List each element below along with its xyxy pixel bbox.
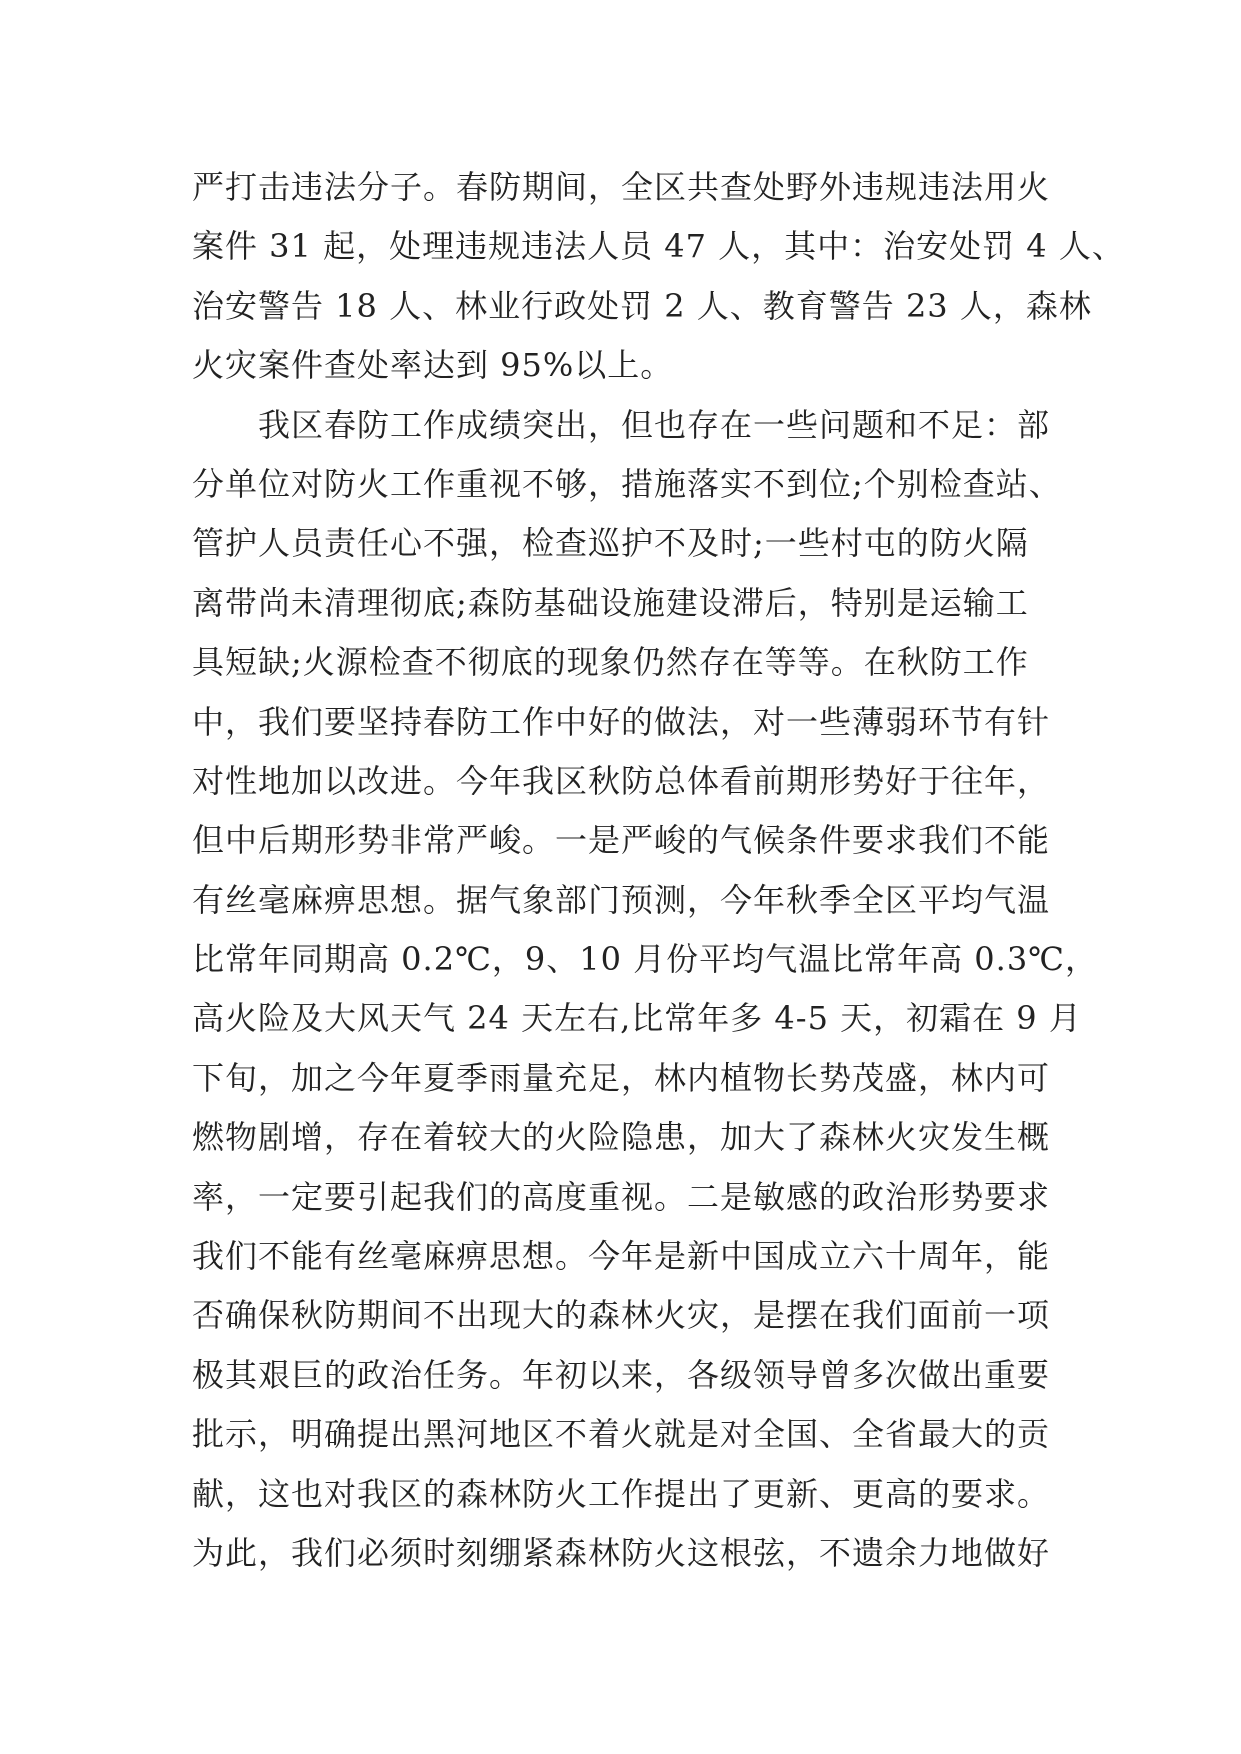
text-line: 比常年同期高 0.2℃，9、10 月份平均气温比常年高 0.3℃，	[192, 940, 1098, 979]
text-line: 我区春防工作成绩突出，但也存在一些问题和不足：部	[258, 405, 1051, 444]
text-line: 率，一定要引起我们的高度重视。二是敏感的政治形势要求	[192, 1177, 1051, 1216]
text-line: 严打击违法分子。春防期间，全区共查处野外违规违法用火	[192, 168, 1051, 206]
text-line: 有丝毫麻痹思想。据气象部门预测，今年秋季全区平均气温	[192, 880, 1051, 919]
paragraph	[192, 396, 1098, 1584]
text-line: 火灾案件查处率达到 95%以上。	[192, 346, 674, 385]
paragraph	[192, 158, 1125, 396]
text-line: 具短缺;火源检查不彻底的现象仍然存在等等。在秋防工作	[192, 643, 1029, 682]
text-line: 批示，明确提出黑河地区不着火就是对全国、全省最大的贡	[192, 1415, 1051, 1454]
text-line: 高火险及大风天气 24 天左右,比常年多 4-5 天，初霜在 9 月	[192, 999, 1082, 1038]
text-line: 燃物剧增，存在着较大的火险隐患，加大了森林火灾发生概	[192, 1118, 1051, 1157]
text-line: 但中后期形势非常严峻。一是严峻的气候条件要求我们不能	[192, 821, 1051, 860]
text-line: 离带尚未清理彻底;森防基础设施建设滞后，特别是运输工	[192, 583, 1029, 622]
text-line: 分单位对防火工作重视不够，措施落实不到位;个别检查站、	[192, 464, 1062, 503]
text-line: 否确保秋防期间不出现大的森林火灾，是摆在我们面前一项	[192, 1296, 1051, 1335]
text-line: 极其艰巨的政治任务。年初以来，各级领导曾多次做出重要	[192, 1355, 1051, 1394]
text-line: 下旬，加之今年夏季雨量充足，林内植物长势茂盛，林内可	[192, 1058, 1051, 1097]
body-text	[192, 158, 1125, 1583]
text-line: 治安警告 18 人、林业行政处罚 2 人、教育警告 23 人，森林	[192, 286, 1092, 325]
text-line: 我们不能有丝毫麻痹思想。今年是新中国成立六十周年，能	[192, 1237, 1051, 1276]
text-line: 献，这也对我区的森林防火工作提出了更新、更高的要求。	[192, 1474, 1051, 1513]
text-line: 为此，我们必须时刻绷紧森林防火这根弦，不遗余力地做好	[192, 1533, 1051, 1572]
text-line: 管护人员责任心不强，检查巡护不及时;一些村屯的防火隔	[192, 524, 1029, 563]
text-line: 对性地加以改进。今年我区秋防总体看前期形势好于往年，	[192, 761, 1051, 800]
text-line: 中，我们要坚持春防工作中好的做法，对一些薄弱环节有针	[192, 702, 1051, 741]
text-line: 案件 31 起，处理违规违法人员 47 人，其中：治安处罚 4 人、	[192, 227, 1125, 266]
